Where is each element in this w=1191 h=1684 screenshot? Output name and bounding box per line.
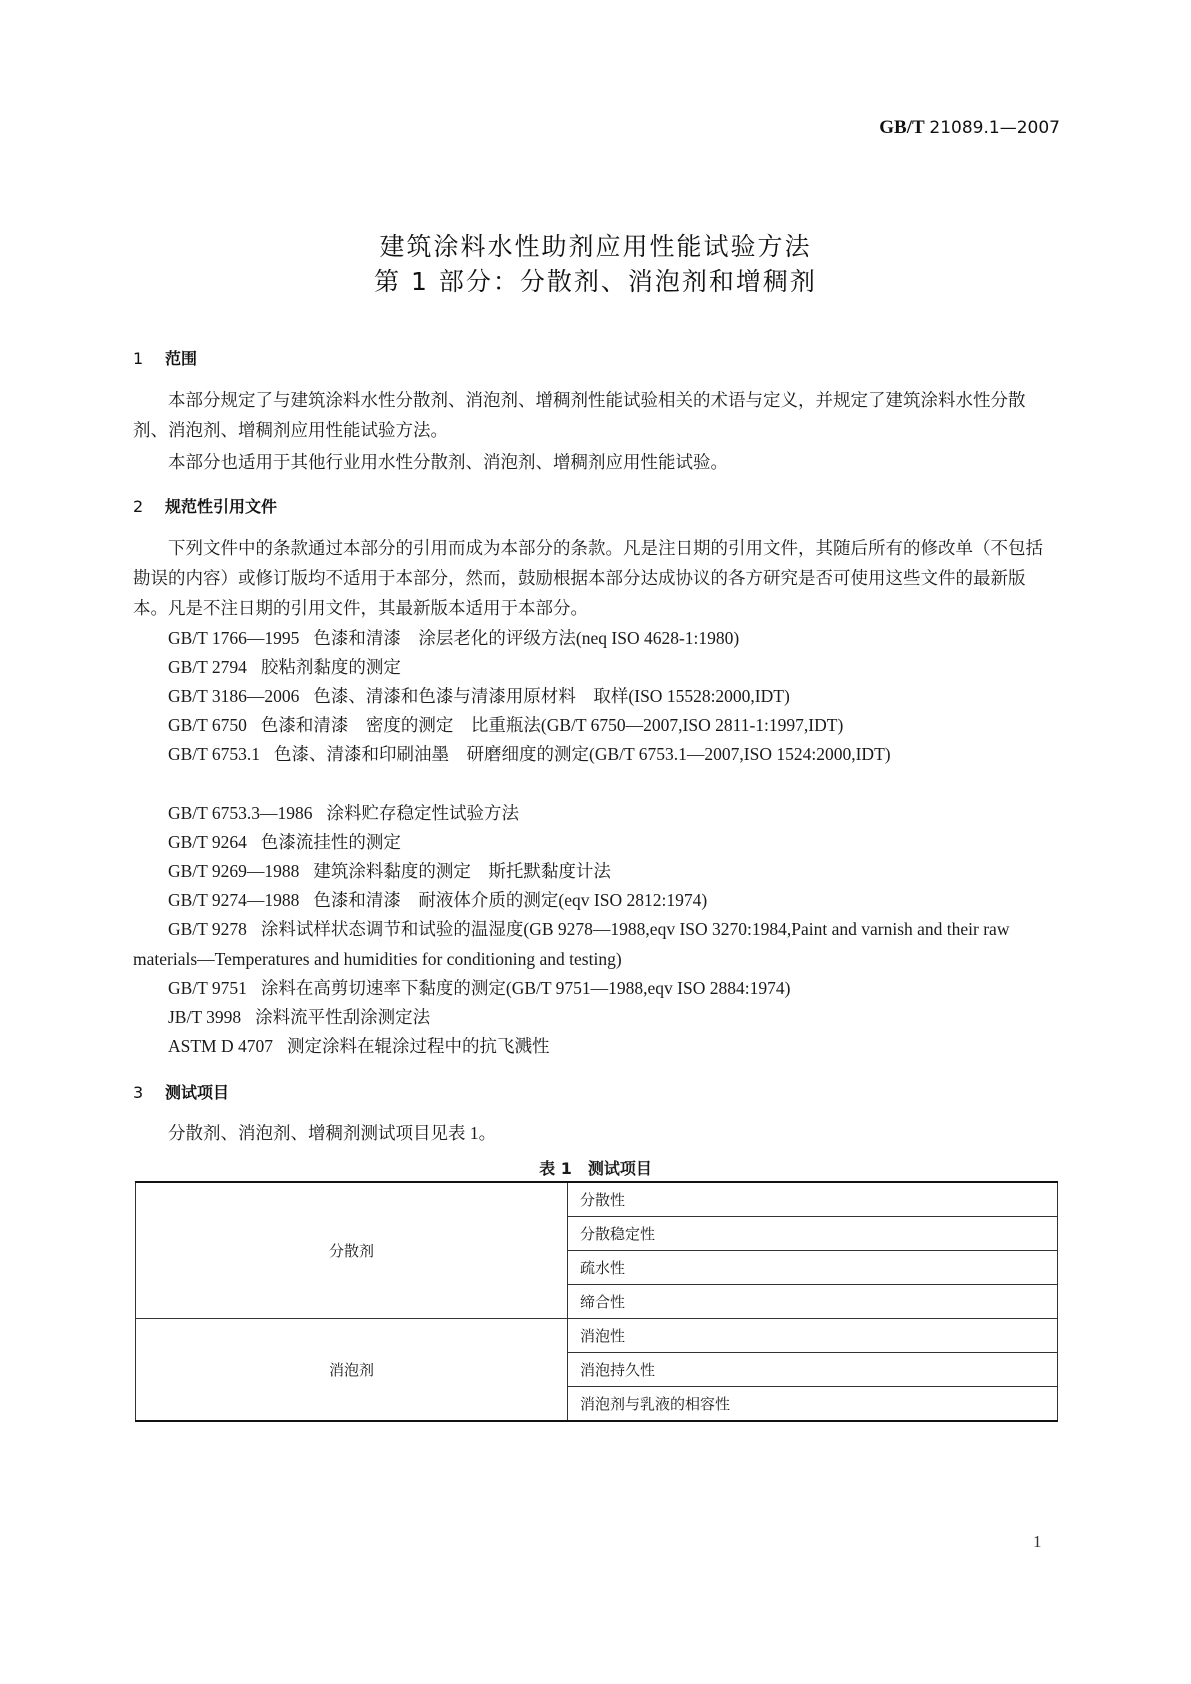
section-2-paragraph: 下列文件中的条款通过本部分的引用而成为本部分的条款。凡是注日期的引用文件，其随后所有的修改单（不包括勘误的内容）或修订版均不适用于本部分，然而，鼓励根据本部分达成协议的各方研究是否可使用这些文件的最新版本。凡是不注日期的引用文件，其最新版本适用于本部分。: [133, 538, 1043, 618]
item-cell: 分散性: [568, 1182, 1058, 1217]
reference-item: GB/T 9264 色漆流挂性的测定: [168, 832, 401, 852]
document-subtitle: 第 1 部分：分散剂、消泡剂和增稠剂: [374, 267, 817, 296]
item-cell: 消泡剂与乳液的相容性: [568, 1387, 1058, 1422]
item-cell: 疏水性: [568, 1251, 1058, 1285]
reference-item: GB/T 9274—1988 色漆和清漆 耐液体介质的测定(eqv ISO 2812:1974): [168, 890, 708, 910]
item-cell: 消泡性: [568, 1319, 1058, 1353]
section-1-paragraph-2: 本部分也适用于其他行业用水性分散剂、消泡剂、增稠剂应用性能试验。: [168, 452, 728, 472]
item-cell: 分散稳定性: [568, 1217, 1058, 1251]
section-3-heading: 3 测试项目: [133, 1083, 230, 1102]
reference-item: JB/T 3998 涂料流平性刮涂测定法: [168, 1007, 431, 1027]
table-caption: 表 1 测试项目: [539, 1159, 652, 1178]
reference-item: GB/T 6753.1 色漆、清漆和印刷油墨 研磨细度的测定(GB/T 6753.1—2007,ISO 1524:2000,IDT): [168, 744, 891, 764]
standard-number: 21089.1—2007: [929, 118, 1060, 138]
item-cell: 消泡持久性: [568, 1353, 1058, 1387]
table-row: [136, 1182, 1058, 1217]
reference-item: GB/T 9751 涂料在高剪切速率下黏度的测定(GB/T 9751—1988,eqv ISO 2884:1974): [168, 978, 791, 998]
reference-item: GB/T 1766—1995 色漆和清漆 涂层老化的评级方法(neq ISO 4628-1:1980): [168, 628, 740, 648]
section-2-heading: 2 规范性引用文件: [133, 497, 278, 516]
reference-item: GB/T 2794 胶粘剂黏度的测定: [168, 657, 401, 677]
reference-item: GB/T 3186—2006 色漆、清漆和色漆与清漆用原材料 取样(ISO 15528:2000,IDT): [168, 686, 790, 706]
test-items-table: [135, 1181, 1058, 1422]
reference-item: GB/T 6750 色漆和清漆 密度的测定 比重瓶法(GB/T 6750—2007,ISO 2811-1:1997,IDT): [168, 715, 844, 735]
standard-prefix: GB/T: [879, 117, 925, 138]
table-row: [136, 1319, 1058, 1353]
reference-item: GB/T 9269—1988 建筑涂料黏度的测定 斯托默黏度计法: [168, 861, 611, 881]
section-3-paragraph: 分散剂、消泡剂、增稠剂测试项目见表 1。: [168, 1123, 497, 1143]
reference-item: GB/T 6753.3—1986 涂料贮存稳定性试验方法: [168, 803, 520, 823]
section-1-paragraph-1: 本部分规定了与建筑涂料水性分散剂、消泡剂、增稠剂性能试验相关的术语与定义，并规定了建筑涂料水性分散剂、消泡剂、增稠剂应用性能试验方法。: [133, 390, 1026, 440]
item-cell: 缔合性: [568, 1285, 1058, 1319]
document-title: 建筑涂料水性助剂应用性能试验方法: [379, 232, 812, 261]
standard-code: [879, 117, 1060, 139]
category-cell: 分散剂: [136, 1182, 568, 1319]
page-number: 1: [1033, 1532, 1042, 1551]
section-1-heading: 1 范围: [133, 349, 198, 368]
reference-item: GB/T 9278 涂料试样状态调节和试验的温湿度(GB 9278—1988,eqv ISO 3270:1984,Paint and varnish and their raw materials—Temperatures and humidities for conditioning and testing): [133, 919, 1010, 969]
category-cell: 消泡剂: [136, 1319, 568, 1422]
reference-item: ASTM D 4707 测定涂料在辊涂过程中的抗飞溅性: [168, 1036, 550, 1056]
